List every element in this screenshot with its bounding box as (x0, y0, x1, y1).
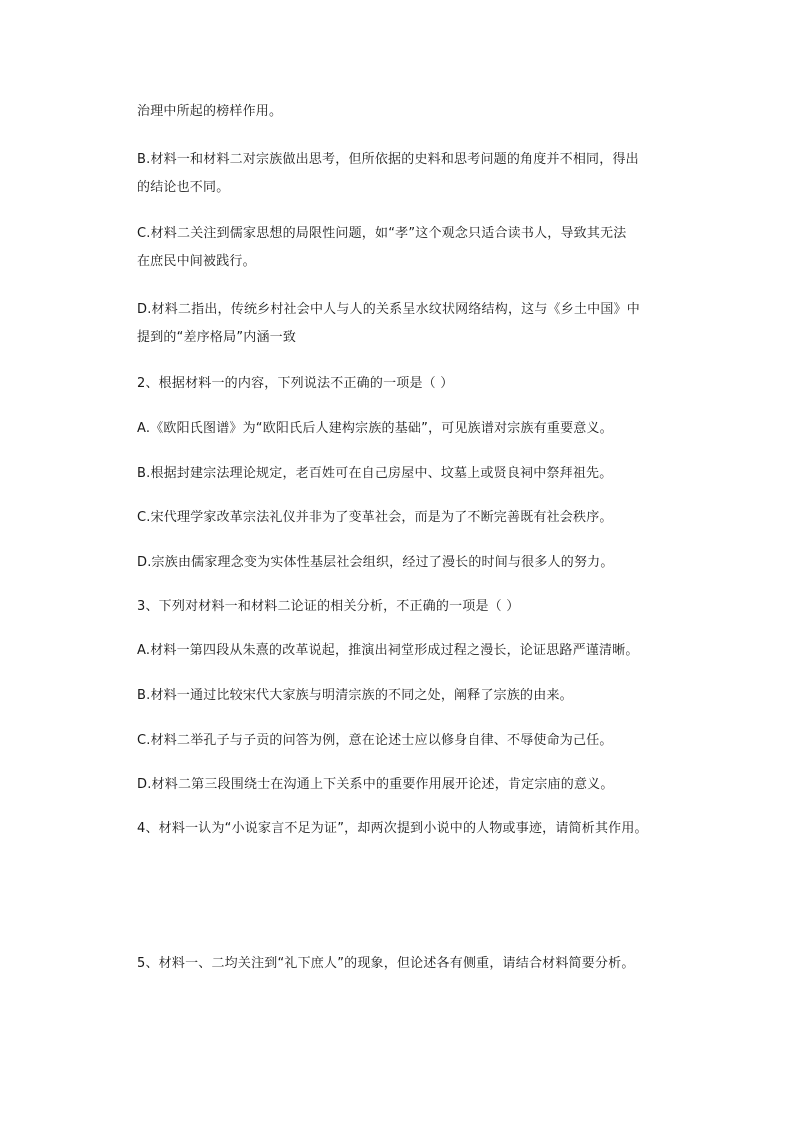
q3-option-b: B.材料一通过比较宋代大家族与明清宗族的不同之处，阐释了宗族的由来。 (137, 688, 573, 703)
q2-option-b: B.根据封建宗法理论规定，老百姓可在自己房屋中、坟墓上或贤良祠中祭拜祖先。 (137, 466, 613, 481)
q2-option-c: C.宋代理学家改革宗法礼仪并非为了变革社会，而是为了不断完善既有社会秩序。 (137, 510, 613, 525)
q1-option-b-line2: 的结论也不同。 (137, 180, 230, 195)
q3-option-a: A.材料一第四段从朱熹的改革说起，推演出祠堂形成过程之漫长，论证思路严谨清晰。 (137, 643, 639, 658)
q1-option-d-line1: D.材料二指出，传统乡村社会中人与人的关系呈水纹状网络结构，这与《乡土中国》中 (137, 302, 640, 317)
q2-option-d: D.宗族由儒家理念变为实体性基层社会组织，经过了漫长的时间与很多人的努力。 (137, 555, 614, 570)
q2-stem: 2、根据材料一的内容，下列说法不正确的一项是（ ） (137, 376, 454, 391)
q1-option-c-line1: C.材料二关注到儒家思想的局限性问题，如“孝”这个观念只适合读书人，导致其无法 (137, 226, 627, 241)
q1-option-a-tail: 治理中所起的榜样作用。 (137, 104, 283, 119)
q3-option-d: D.材料二第三段围绕士在沟通上下关系中的重要作用展开论述，肯定宗庙的意义。 (137, 777, 614, 792)
q4-stem: 4、材料一认为“小说家言不足为证”，却两次提到小说中的人物或事迹，请简析其作用。 (137, 821, 648, 836)
q1-option-b-line1: B.材料一和材料二对宗族做出思考，但所依据的史料和思考问题的角度并不相同，得出 (137, 152, 639, 167)
q1-option-d-line2: 提到的“差序格局”内涵一致 (137, 330, 297, 345)
q1-option-c-line2: 在庶民中间被践行。 (137, 254, 256, 269)
q3-option-c: C.材料二举孔子与子贡的问答为例，意在论述士应以修身自律、不辱使命为己任。 (137, 733, 613, 748)
q3-stem: 3、下列对材料一和材料二论证的相关分析，不正确的一项是（ ） (137, 599, 520, 614)
q2-option-a: A.《欧阳氏图谱》为“欧阳氏后人建构宗族的基础”，可见族谱对宗族有重要意义。 (137, 421, 613, 436)
q5-stem: 5、材料一、二均关注到“礼下庶人”的现象，但论述各有侧重，请结合材料简要分析。 (137, 956, 635, 971)
